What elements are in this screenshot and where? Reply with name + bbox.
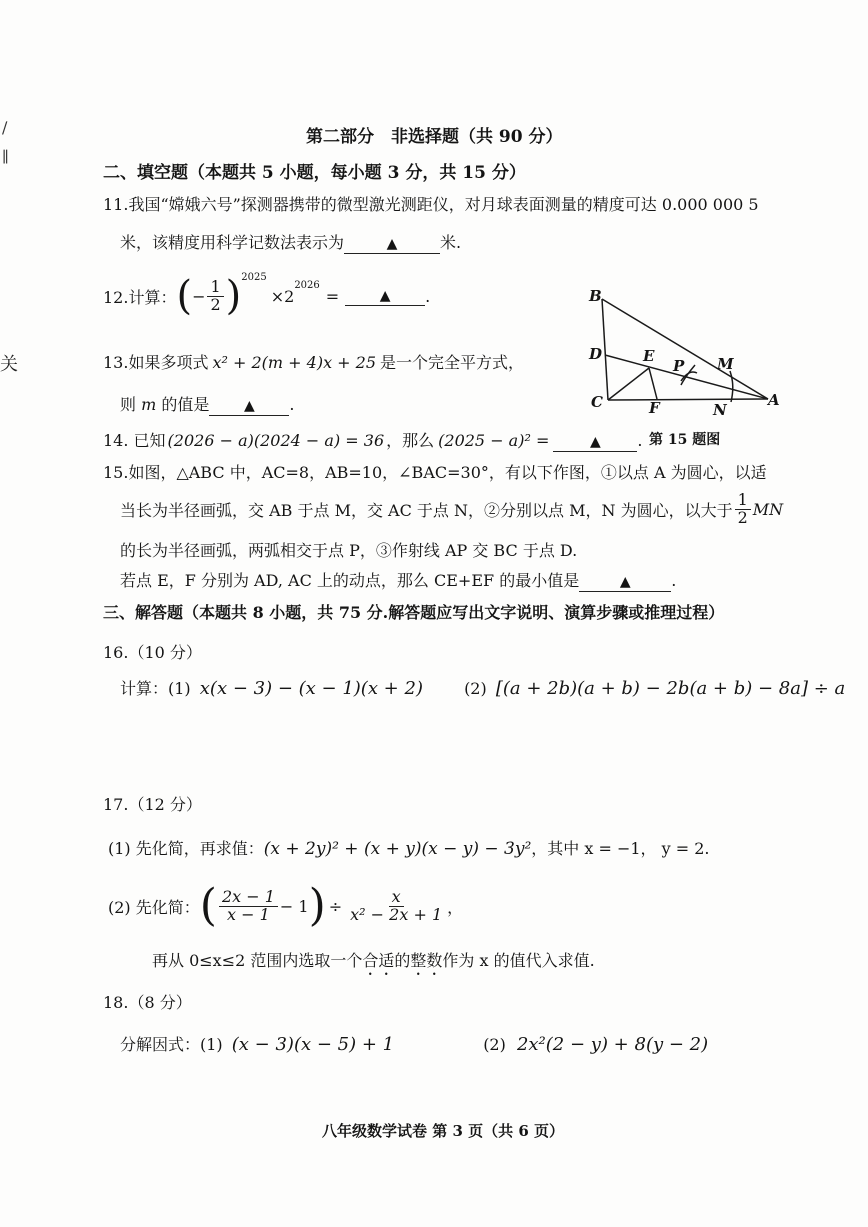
- q12-end: .: [425, 286, 431, 306]
- q17-part1: [108, 836, 710, 859]
- q14-end: .: [637, 431, 643, 450]
- q16-body: [120, 676, 845, 699]
- q11-unit: 米.: [440, 233, 462, 252]
- q13-pre: 13.如果多项式: [103, 353, 209, 372]
- q12: [103, 272, 431, 319]
- q13-line1: [103, 350, 524, 373]
- label-m: M: [717, 355, 734, 373]
- q14: [103, 428, 642, 452]
- q15-mn: MN: [752, 499, 784, 519]
- q15-line3: 的长为半径画弧，两弧相交于点 P，③作射线 AP 交 BC 于点 D.: [120, 541, 578, 560]
- label-p: P: [673, 357, 685, 375]
- margin-mark-top: ∕: [2, 118, 8, 137]
- denominator: x − 1: [227, 904, 270, 924]
- segment-ef: [649, 368, 657, 399]
- left-paren: (: [176, 273, 193, 319]
- q11-line1: 11.我国“嫦娥六号”探测器携带的微型激光测距仪，对月球表面测量的精度可达 0.000 000 5: [103, 195, 759, 214]
- label-b: B: [589, 287, 602, 305]
- q17-div: ÷: [328, 896, 343, 916]
- numerator: 1: [207, 279, 223, 297]
- q17-l2a: 再从 0≤x≤2 范围内选取一个: [152, 951, 363, 970]
- q16-title: 16.（10 分）: [103, 643, 202, 662]
- right-paren: ): [225, 273, 242, 319]
- denominator: 2: [737, 507, 748, 527]
- q17-part2-line2: [152, 948, 595, 979]
- denominator: 2: [210, 294, 221, 314]
- q17-title: 17.（12 分）: [103, 795, 202, 814]
- q18-body: [120, 1032, 708, 1055]
- q12-eq: =: [325, 286, 340, 306]
- q11-text: 米，该精度用科学记数法表示为: [120, 233, 345, 252]
- q14-expr2: (2025 − a)² =: [438, 431, 550, 450]
- part3-heading: 三、解答题（本题共 8 小题，共 75 分.解答题应写出文字说明、演算步骤或推理过程）: [103, 603, 725, 622]
- q12-fraction: [207, 276, 223, 314]
- q17-part2: [108, 880, 464, 931]
- q12-sign: −: [192, 286, 206, 306]
- blank-mark: ▲: [589, 434, 601, 450]
- q13-line2: [120, 392, 294, 416]
- q17-p1-post: ，其中 x = −1， y = 2.: [531, 839, 710, 858]
- blank-mark: ▲: [379, 288, 391, 304]
- section-title: 第二部分 非选择题（共 90 分）: [306, 127, 563, 147]
- margin-mark-mid: ∥: [2, 148, 9, 166]
- q17-minus-one: − 1: [279, 896, 309, 916]
- q12-exp2: 2026: [294, 280, 320, 291]
- answer-blank[interactable]: [209, 396, 289, 416]
- q17-l2b: 合适: [362, 951, 395, 970]
- q17-p1-expr: (x + 2y)² + (x + y)(x − y) − 3y²: [263, 839, 532, 859]
- q13-end: .: [289, 395, 295, 414]
- label-e: E: [643, 347, 655, 365]
- answer-blank[interactable]: [345, 286, 425, 306]
- q18-label2: (2): [483, 1035, 506, 1054]
- q13-then: 则: [120, 395, 137, 414]
- right-paren: ): [308, 880, 326, 931]
- segment-ce: [608, 368, 649, 400]
- q14-mid: ，那么: [386, 431, 435, 450]
- q13-expr: x² + 2(m + 4)x + 25: [212, 353, 377, 372]
- q17-frac2: [347, 886, 445, 924]
- q12-prefix: 12.计算：: [103, 287, 177, 307]
- q17-l2c: 的: [394, 951, 411, 970]
- q15-end: .: [671, 571, 677, 590]
- blank-mark: ▲: [386, 236, 398, 252]
- q17-p2-end: ，: [447, 897, 464, 917]
- q13-post: 是一个完全平方式，: [380, 353, 525, 372]
- q12-exp1: 2025: [241, 272, 267, 283]
- q17-l2d: 整数: [410, 951, 443, 970]
- page-footer: 八年级数学试卷 第 3 页（共 6 页）: [322, 1122, 564, 1140]
- label-a: A: [768, 391, 780, 409]
- q18-expr2: 2x²(2 − y) + 8(y − 2): [516, 1034, 709, 1055]
- figure-caption: 第 15 题图: [649, 432, 721, 448]
- numerator: 1: [735, 492, 751, 510]
- label-f: F: [649, 399, 660, 417]
- answer-blank[interactable]: [579, 572, 671, 592]
- q16-label1: 计算：(1): [120, 679, 191, 698]
- label-n: N: [713, 401, 727, 419]
- q15-line2: [120, 492, 783, 527]
- q17-p2-pre: (2) 先化简：: [108, 897, 200, 917]
- answer-blank[interactable]: [344, 234, 440, 254]
- q18-title: 18.（8 分）: [103, 993, 192, 1012]
- label-d: D: [589, 345, 603, 363]
- segment-bc: [602, 299, 608, 400]
- q16-label2: (2): [464, 679, 487, 698]
- q16-expr2: [(a + 2b)(a + b) − 2b(a + b) − 8a] ÷ a: [495, 678, 846, 699]
- q15-line4: [120, 568, 676, 592]
- q11-line2: [120, 230, 461, 254]
- label-c: C: [591, 393, 603, 411]
- margin-char: 关: [0, 354, 18, 375]
- q12-mid: ×2: [270, 286, 295, 306]
- q17-frac1: [219, 886, 278, 924]
- part2-heading: 二、填空题（本题共 5 小题，每小题 3 分，共 15 分）: [103, 163, 526, 183]
- q15-half: [735, 492, 751, 527]
- q17-p1-pre: (1) 先化简，再求值：: [108, 839, 264, 858]
- q13-value-is: 的值是: [161, 395, 210, 414]
- numerator: 2x − 1: [219, 889, 278, 907]
- left-paren: (: [199, 880, 217, 931]
- q15-line1: 15.如图，△ABC 中，AC=8，AB=10，∠BAC=30°，有以下作图，①以点 A 为圆心，以适: [103, 463, 767, 482]
- q18-expr1: (x − 3)(x − 5) + 1: [231, 1034, 395, 1055]
- figure-15: [585, 285, 785, 455]
- q15-line2-text: 当长为半径画弧，交 AB 于点 M，交 AC 于点 N，②分别以点 M，N 为圆心，以大于: [120, 500, 733, 520]
- segment-ba: [602, 299, 768, 399]
- numerator: x: [389, 889, 404, 907]
- q14-expr1: (2026 − a)(2024 − a) = 36: [167, 431, 385, 450]
- denominator: x² − 2x + 1: [350, 904, 443, 924]
- q13-var: m: [141, 395, 157, 414]
- segment-ca: [608, 399, 768, 400]
- blank-mark: ▲: [244, 398, 255, 414]
- q14-pre: 14. 已知: [103, 431, 166, 450]
- q18-label1: 分解因式：(1): [120, 1035, 223, 1054]
- q16-expr1: x(x − 3) − (x − 1)(x + 2): [199, 678, 423, 699]
- blank-mark: ▲: [619, 574, 631, 590]
- q15-line4-text: 若点 E，F 分别为 AD, AC 上的动点，那么 CE+EF 的最小值是: [120, 571, 580, 590]
- q17-l2e: 作为 x 的值代入求值.: [442, 951, 595, 970]
